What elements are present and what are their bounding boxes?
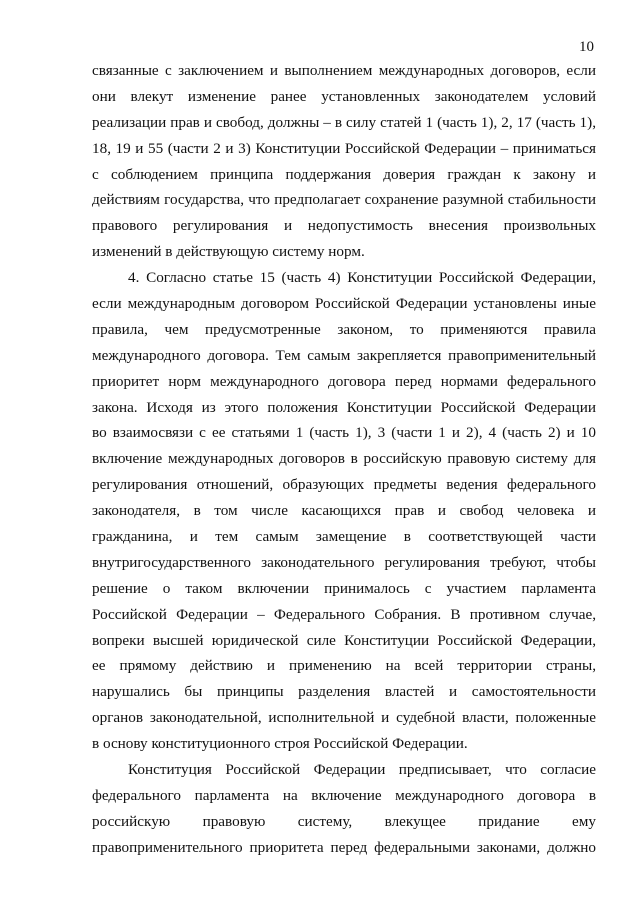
text-line: включение международных договоров в российскую правовую систему для [92,450,596,468]
text-line: федерального парламента на включение международного договора в [92,786,596,804]
paragraph-1 [92,58,596,265]
text-line: решение о таком включении принималось с участием парламента [92,579,596,597]
text-line: российскую правовую систему, влекущее придание ему [92,812,596,830]
text-line: регулирования отношений, образующих предметы ведения федерального [92,476,596,494]
text-line: реализации прав и свобод, должны – в силу статей 1 (часть 1), 2, 17 (часть 1), [92,113,596,131]
text-line: внутригосударственного законодательного регулирования требуют, чтобы [92,553,596,571]
text-line: в основу конституционного строя Российской Федерации. [92,735,468,753]
text-line: нарушались бы принципы разделения властей и самостоятельности [92,683,596,701]
text-line: действиям государства, что предполагает сохранение разумной стабильности [92,191,596,209]
text-line: 18, 19 и 55 (части 2 и 3) Конституции Российской Федерации – приниматься [92,139,596,157]
text-line: связанные с заключением и выполнением международных договоров, если [92,62,596,79]
page-number: 10 [579,39,594,55]
text-line: законодателя, в том числе касающихся прав и свобод человека и [92,502,596,520]
text-line: международного договора. Тем самым закрепляется правоприменительный [92,346,596,364]
text-line: ее прямому действию и применению на всей территории страны, [92,657,596,675]
paragraph-2 [92,265,596,757]
text-line: правоприменительного приоритета перед федеральными законами, должно [92,838,596,856]
text-line: приоритет норм международного договора перед нормами федерального [92,372,596,390]
text-line: закона. Исходя из этого положения Конституции Российской Федерации [92,398,596,416]
text-line: правового регулирования и недопустимость внесения произвольных [92,217,596,235]
text-line: они влекут изменение ранее установленных законодателем условий [92,87,596,105]
text-line: правила, чем предусмотренные законом, то применяются правила [92,320,596,338]
text-line: если международным договором Российской Федерации установлены иные [92,295,596,313]
text-line: Конституция Российской Федерации предписывает, что согласие [128,761,596,779]
text-line: органов законодательной, исполнительной и судебной власти, положенные [92,709,596,727]
document-body [92,58,596,861]
text-line: 4. Согласно статье 15 (часть 4) Конституции Российской Федерации, [128,269,596,287]
text-line: с соблюдением принципа поддержания доверия граждан к закону и [92,165,596,183]
text-line: вопреки высшей юридической силе Конституции Российской Федерации, [92,631,596,649]
text-line: Российской Федерации – Федерального Собрания. В противном случае, [92,605,596,623]
paragraph-3 [92,757,596,861]
text-line: изменений в действующую систему норм. [92,243,365,261]
text-line: гражданина, и тем самым замещение в соответствующей части [92,528,596,546]
text-line: во взаимосвязи с ее статьями 1 (часть 1), 3 (части 1 и 2), 4 (часть 2) и 10 [92,424,596,442]
